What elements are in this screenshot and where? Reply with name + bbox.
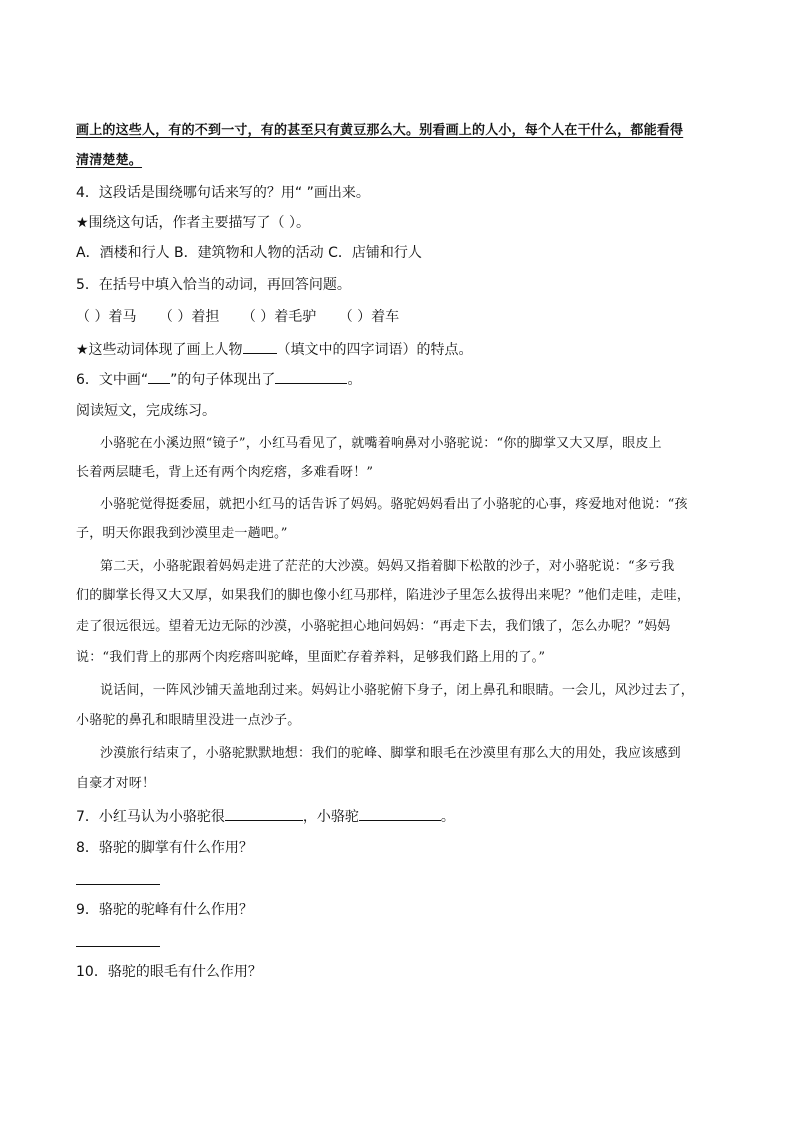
question-5-sub-after: （填文中的四字词语）的特点。 bbox=[276, 342, 473, 358]
intro-passage-line-1: 画上的这些人，有的不到一寸，有的甚至只有黄豆那么大。别看画上的人小，每个人在干什么，都能看得 bbox=[76, 123, 684, 138]
question-9: 9．骆驼的驼峰有什么作用？ bbox=[76, 902, 253, 918]
answer-blank-q7-b[interactable] bbox=[359, 806, 441, 821]
answer-blank-q5[interactable] bbox=[243, 339, 277, 354]
answer-blank-q7-a[interactable] bbox=[225, 806, 303, 821]
answer-blank-q6[interactable] bbox=[275, 369, 347, 384]
question-4: 4．这段话是围绕哪句话来写的？用“ ”画出来。 bbox=[76, 185, 370, 201]
answer-line-q9[interactable] bbox=[76, 946, 160, 947]
story-p3-line-1: 第二天，小骆驼跟着妈妈走进了茫茫的大沙漠。妈妈又指着脚下松散的沙子，对小骆驼说：“多亏我 bbox=[100, 559, 675, 574]
intro-passage-line-2: 清清楚楚。 bbox=[76, 153, 143, 168]
question-8: 8．骆驼的脚掌有什么作用？ bbox=[76, 840, 253, 856]
story-p1-line-2: 长着两层睫毛，背上还有两个肉疙瘩，多难看呀！” bbox=[76, 465, 374, 480]
story-p5-line-1: 沙漠旅行结束了，小骆驼默默地想：我们的驼峰、脚掌和眼毛在沙漠里有那么大的用处，我应该感到 bbox=[100, 746, 681, 761]
verb-blank-horse[interactable]: （ ）着马 bbox=[76, 309, 137, 325]
verb-blank-donkey[interactable]: （ ）着毛驴 bbox=[241, 309, 317, 325]
question-4-sub: ★围绕这句话，作者主要描写了（ ）。 bbox=[76, 215, 310, 231]
question-4-options: A．酒楼和行人 B．建筑物和人物的活动 C．店铺和行人 bbox=[76, 245, 422, 261]
question-5-verbs bbox=[76, 307, 417, 327]
story-p2-line-1: 小骆驼觉得挺委屈，就把小红马的话告诉了妈妈。骆驼妈妈看出了小骆驼的心事，疼爱地对他说：“孩 bbox=[100, 497, 688, 512]
question-7-middle: ，小骆驼 bbox=[302, 809, 359, 825]
underline-sample bbox=[148, 369, 170, 384]
question-7 bbox=[76, 806, 455, 827]
question-5-sub bbox=[76, 339, 473, 360]
verb-blank-pole[interactable]: （ ）着担 bbox=[158, 309, 220, 325]
story-p3-line-2: 们的脚掌长得又大又厚，如果我们的脚也像小红马那样，陷进沙子里怎么拔得出来呢？”他们走哇，走哇， bbox=[76, 588, 691, 603]
story-p1-line-1: 小骆驼在小溪边照“镜子”，小红马看见了，就嘴着响鼻对小骆驼说：“你的脚掌又大又厚，眼皮上 bbox=[100, 436, 662, 451]
question-6-before: 6．文中画“ bbox=[76, 372, 149, 388]
story-p4-line-1: 说话间，一阵风沙铺天盖地刮过来。妈妈让小骆驼俯下身子，闭上鼻孔和眼睛。一会儿，风沙过去了， bbox=[100, 683, 695, 698]
story-p2-line-2: 子，明天你跟我到沙漠里走一趟吧。” bbox=[76, 526, 288, 541]
question-7-before: 7．小红马认为小骆驼很 bbox=[76, 809, 225, 825]
question-6-middle: ”的句子体现出了 bbox=[170, 372, 276, 388]
question-6 bbox=[76, 369, 361, 390]
question-7-after: 。 bbox=[440, 809, 455, 825]
story-p4-line-2: 小骆驼的鼻孔和眼睛里没进一点沙子。 bbox=[76, 713, 301, 728]
story-p3-line-3: 走了很远很远。望着无边无际的沙漠，小骆驼担心地问妈妈：“再走下去，我们饿了，怎么办呢？”妈妈 bbox=[76, 619, 671, 634]
question-5: 5．在括号中填入恰当的动词，再回答问题。 bbox=[76, 277, 351, 293]
question-10: 10．骆驼的眼毛有什么作用？ bbox=[76, 964, 262, 980]
reading-heading: 阅读短文，完成练习。 bbox=[76, 403, 216, 419]
story-p5-line-2: 自豪才对呀！ bbox=[76, 776, 156, 791]
question-5-sub-before: ★这些动词体现了画上人物 bbox=[76, 342, 243, 358]
question-6-after: 。 bbox=[347, 372, 362, 388]
story-p3-line-4: 说：“我们背上的那两个肉疙瘩叫驼峰，里面贮存着养料，足够我们路上用的了。” bbox=[76, 650, 546, 665]
answer-line-q8[interactable] bbox=[76, 884, 160, 885]
verb-blank-cart[interactable]: （ ）着车 bbox=[338, 309, 400, 325]
